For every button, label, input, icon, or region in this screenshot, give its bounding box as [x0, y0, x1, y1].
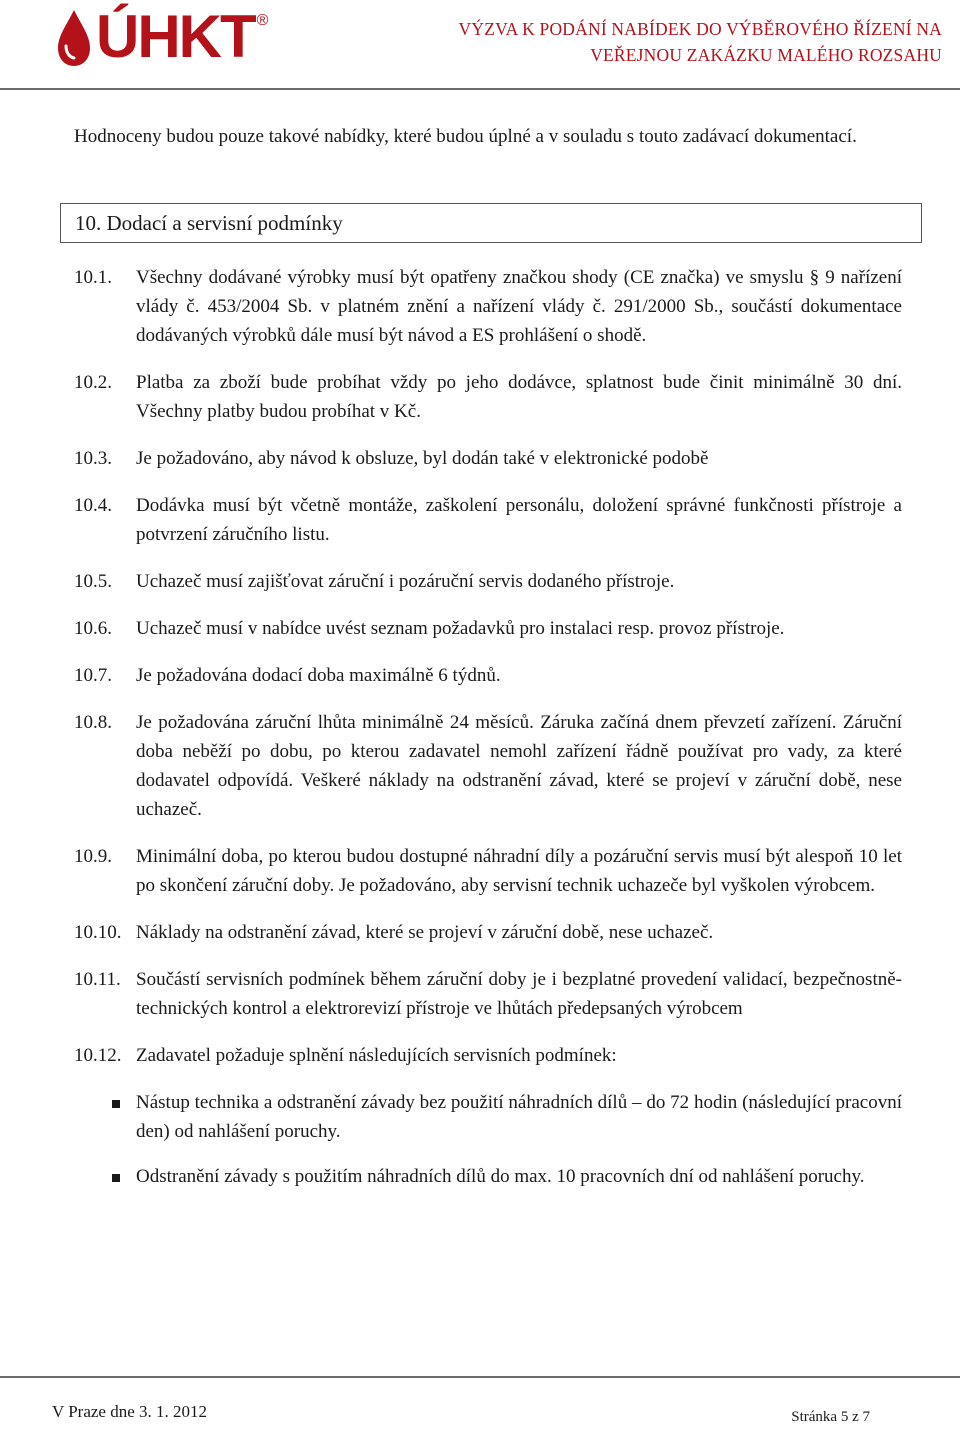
- logo-text: ÚHKT: [96, 3, 255, 70]
- document-title-line-1: VÝZVA K PODÁNÍ NABÍDEK DO VÝBĚROVÉHO ŘÍZENÍ NA: [458, 19, 942, 39]
- bullet-text: Nástup technika a odstranění závady bez použití náhradních dílů – do 72 hodin (následující pracovní den) od nahlášení poruchy.: [136, 1092, 902, 1142]
- bullet-item: [74, 1088, 902, 1146]
- registered-mark: ®: [256, 12, 269, 29]
- uhkt-logo: [54, 3, 269, 70]
- list-item: [74, 614, 902, 643]
- item-number: 10.10.: [74, 922, 122, 943]
- intro-paragraph: Hodnoceny budou pouze takové nabídky, které budou úplné a v souladu s touto zadávací dokumentací.: [74, 126, 857, 147]
- item-text: Součástí servisních podmínek během záruční doby je i bezplatné provedení validací, bezpečnostně-technických kontrol a elektrorevizí přístroje ve lhůtách předepsaných výrobcem: [136, 969, 902, 1019]
- list-item: [74, 965, 902, 1023]
- page-header: [0, 0, 960, 90]
- list-item: [74, 444, 902, 473]
- document-title: [459, 16, 942, 68]
- item-text: Uchazeč musí zajišťovat záruční i pozáruční servis dodaného přístroje.: [136, 571, 675, 592]
- item-number: 10.6.: [74, 618, 112, 639]
- footer-divider: [0, 1376, 960, 1378]
- footer-date: V Praze dne 3. 1. 2012: [52, 1402, 208, 1421]
- page-number: Stránka 5 z 7: [791, 1409, 870, 1425]
- list-item: [74, 708, 902, 824]
- list-item: [74, 842, 902, 900]
- item-text: Dodávka musí být včetně montáže, zaškolení personálu, doložení správné funkčnosti přístroje a potvrzení záručního listu.: [136, 495, 902, 545]
- bullet-text: Odstranění závady s použitím náhradních dílů do max. 10 pracovních dní od nahlášení poruchy.: [136, 1166, 865, 1187]
- item-number: 10.11.: [74, 969, 121, 990]
- item-text: Všechny dodávané výrobky musí být opatřeny značkou shody (CE značka) ve smyslu § 9 nařízení vlády č. 453/2004 Sb. v platném znění a nařízení vlády č. 291/2000 Sb., součástí dokumentace dodávaných výrobků dále musí být návod a ES prohlášení o shodě.: [136, 267, 902, 346]
- item-number: 10.2.: [74, 372, 112, 393]
- item-number: 10.5.: [74, 571, 112, 592]
- list-item: [74, 567, 902, 596]
- item-text: Zadavatel požaduje splnění následujících servisních podmínek:: [136, 1045, 617, 1066]
- document-title-line-2: VEŘEJNOU ZAKÁZKU MALÉHO ROZSAHU: [590, 45, 942, 65]
- item-number: 10.7.: [74, 665, 112, 686]
- item-number: 10.8.: [74, 712, 112, 733]
- bullet-item: [74, 1162, 902, 1191]
- item-text: Je požadována záruční lhůta minimálně 24 měsíců. Záruka začíná dnem převzetí zařízení. Záruční doba neběží po dobu, po kterou zadavatel nemohl zařízení řádně používat pro vady, za které dodavatel odpovídá. Veškeré náklady na odstranění závad, které se projeví v záruční době, nese uchazeč.: [136, 712, 902, 820]
- blood-drop-icon: [54, 6, 94, 68]
- square-bullet-icon: [74, 1162, 136, 1191]
- item-text: Je požadováno, aby návod k obsluze, byl dodán také v elektronické podobě: [136, 448, 709, 469]
- item-text: Náklady na odstranění závad, které se projeví v záruční době, nese uchazeč.: [136, 922, 714, 943]
- item-text: Minimální doba, po kterou budou dostupné náhradní díly a pozáruční servis musí být alespoň 10 let po skončení záruční doby. Je požadováno, aby servisní technik uchazeče byl vyškolen výrobcem.: [136, 846, 902, 896]
- item-number: 10.9.: [74, 846, 112, 867]
- list-item: [74, 263, 902, 350]
- square-bullet-icon: [74, 1088, 136, 1146]
- item-text: Platba za zboží bude probíhat vždy po jeho dodávce, splatnost bude činit minimálně 30 dní. Všechny platby budou probíhat v Kč.: [136, 372, 902, 422]
- document-body: [74, 122, 902, 1207]
- list-item: [74, 918, 902, 947]
- conditions-list: [74, 263, 902, 1191]
- item-text: Uchazeč musí v nabídce uvést seznam požadavků pro instalaci resp. provoz přístroje.: [136, 618, 785, 639]
- item-number: 10.1.: [74, 267, 112, 288]
- item-text: Je požadována dodací doba maximálně 6 týdnů.: [136, 665, 501, 686]
- list-item: [74, 491, 902, 549]
- header-divider: [0, 88, 960, 90]
- list-item: [74, 368, 902, 426]
- list-item: [74, 661, 902, 690]
- section-heading: 10. Dodací a servisní podmínky: [60, 203, 922, 243]
- list-item: [74, 1041, 902, 1070]
- item-number: 10.4.: [74, 495, 112, 516]
- item-number: 10.12.: [74, 1045, 122, 1066]
- item-number: 10.3.: [74, 448, 112, 469]
